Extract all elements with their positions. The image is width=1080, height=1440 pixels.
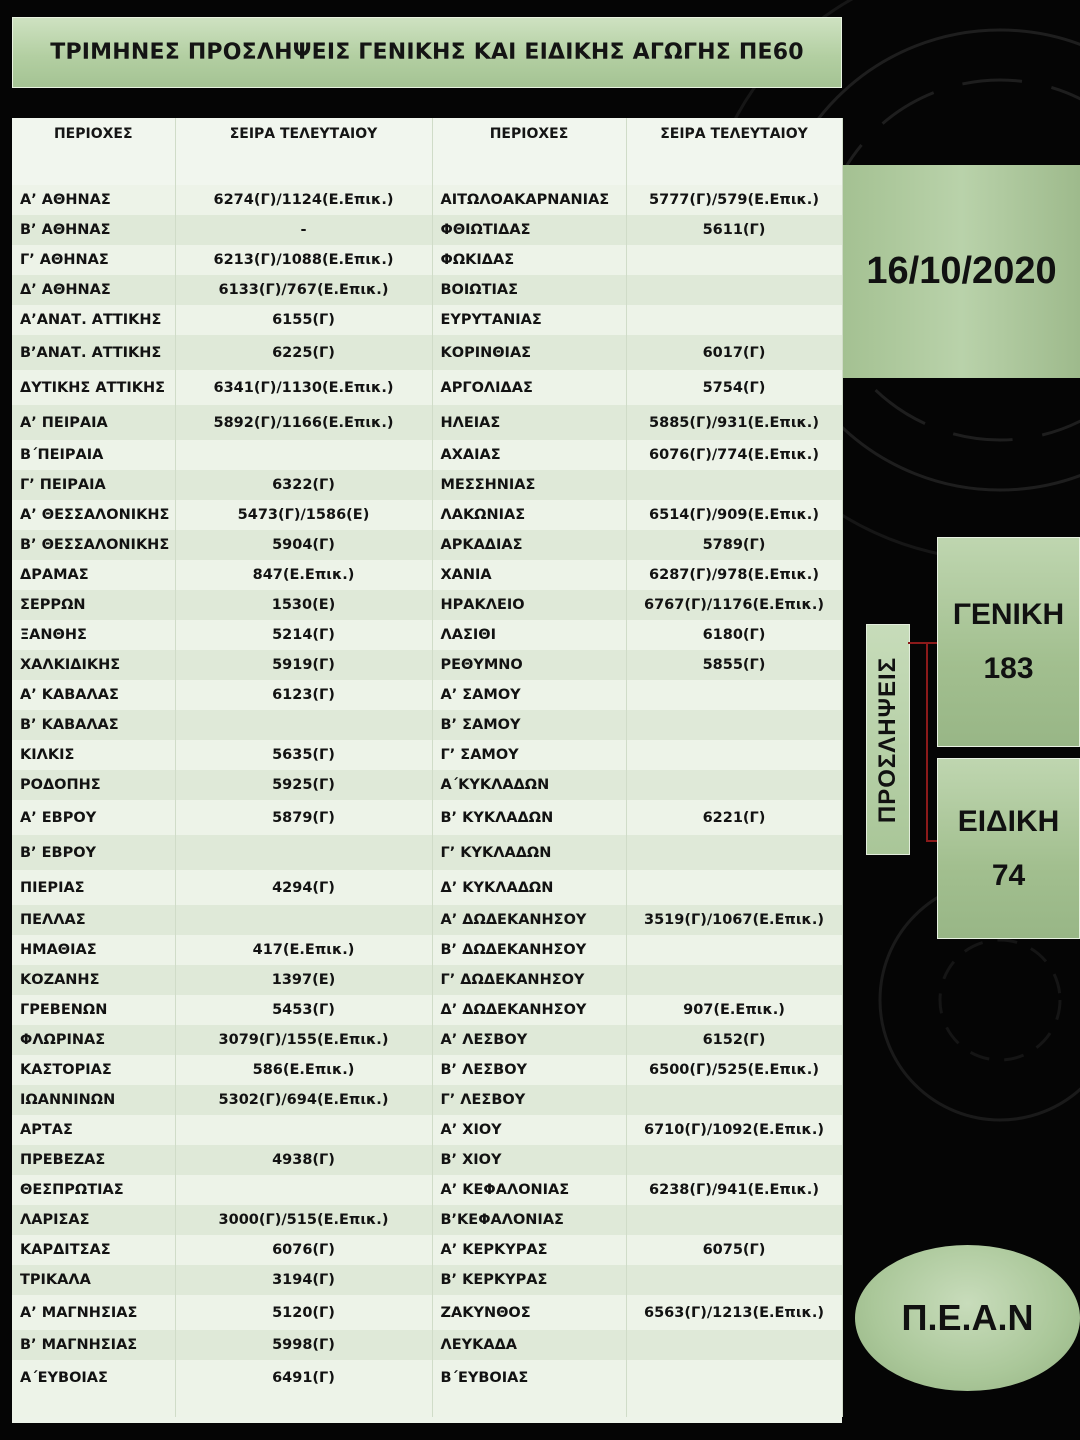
region-cell: ΚΙΛΚΙΣ bbox=[12, 740, 175, 770]
hiring-table-panel bbox=[12, 118, 842, 1423]
last-rank-cell: 6017(Γ) bbox=[626, 335, 842, 370]
region-cell: ΞΑΝΘΗΣ bbox=[12, 620, 175, 650]
table-row bbox=[12, 185, 842, 215]
table-row bbox=[12, 740, 842, 770]
table-row bbox=[12, 620, 842, 650]
page-title-bar bbox=[12, 17, 842, 88]
last-rank-cell bbox=[626, 870, 842, 905]
table-row bbox=[12, 305, 842, 335]
region-cell: ΑΡΚΑΔΙΑΣ bbox=[432, 530, 626, 560]
last-rank-cell: 6238(Γ)/941(Ε.Επικ.) bbox=[626, 1175, 842, 1205]
last-rank-cell bbox=[175, 835, 432, 870]
table-row bbox=[12, 1175, 842, 1205]
region-cell: Β’ ΚΥΚΛΑΔΩΝ bbox=[432, 800, 626, 835]
region-cell: Α’ ΔΩΔΕΚΑΝΗΣΟΥ bbox=[432, 905, 626, 935]
last-rank-cell: 6123(Γ) bbox=[175, 680, 432, 710]
last-rank-cell: 5120(Γ) bbox=[175, 1295, 432, 1330]
last-rank-cell: 5473(Γ)/1586(Ε) bbox=[175, 500, 432, 530]
table-row bbox=[12, 470, 842, 500]
table-row bbox=[12, 370, 842, 405]
last-rank-cell: 3079(Γ)/155(Ε.Επικ.) bbox=[175, 1025, 432, 1055]
region-cell: ΚΑΡΔΙΤΣΑΣ bbox=[12, 1235, 175, 1265]
general-label: ΓΕΝΙΚΗ bbox=[952, 598, 1065, 631]
region-cell: Β’ ΕΒΡΟΥ bbox=[12, 835, 175, 870]
connector-line bbox=[926, 642, 928, 842]
region-cell: Β’ ΧΙΟΥ bbox=[432, 1145, 626, 1175]
pean-logo-text: Π.Ε.Α.Ν bbox=[901, 1297, 1034, 1338]
region-cell: ΚΟΡΙΝΘΙΑΣ bbox=[432, 335, 626, 370]
region-cell: Δ’ ΔΩΔΕΚΑΝΗΣΟΥ bbox=[432, 995, 626, 1025]
last-rank-cell: 3194(Γ) bbox=[175, 1265, 432, 1295]
last-rank-cell bbox=[626, 1085, 842, 1115]
region-cell: ΑΡΓΟΛΙΔΑΣ bbox=[432, 370, 626, 405]
table-row bbox=[12, 800, 842, 835]
region-cell: ΙΩΑΝΝΙΝΩΝ bbox=[12, 1085, 175, 1115]
region-cell: ΛΑΣΙΘΙ bbox=[432, 620, 626, 650]
last-rank-cell: 5885(Γ)/931(Ε.Επικ.) bbox=[626, 405, 842, 440]
last-rank-cell: 5892(Γ)/1166(Ε.Επικ.) bbox=[175, 405, 432, 440]
last-rank-cell bbox=[175, 905, 432, 935]
last-rank-cell: 6133(Γ)/767(Ε.Επικ.) bbox=[175, 275, 432, 305]
last-rank-cell: 6491(Γ) bbox=[175, 1360, 432, 1395]
last-rank-cell: 5302(Γ)/694(Ε.Επικ.) bbox=[175, 1085, 432, 1115]
table-row bbox=[12, 245, 842, 275]
table-spacer-row bbox=[12, 177, 842, 185]
region-cell: Β’ ΑΘΗΝΑΣ bbox=[12, 215, 175, 245]
general-count: 183 bbox=[983, 652, 1034, 685]
region-cell: Α’ΑΝΑΤ. ΑΤΤΙΚΗΣ bbox=[12, 305, 175, 335]
last-rank-cell: 6563(Γ)/1213(Ε.Επικ.) bbox=[626, 1295, 842, 1330]
region-cell: Β’ΑΝΑΤ. ΑΤΤΙΚΗΣ bbox=[12, 335, 175, 370]
region-cell: ΠΙΕΡΙΑΣ bbox=[12, 870, 175, 905]
last-rank-cell bbox=[626, 710, 842, 740]
table-row bbox=[12, 1265, 842, 1295]
region-cell: Β’ ΣΑΜΟΥ bbox=[432, 710, 626, 740]
last-rank-cell: 6341(Γ)/1130(Ε.Επικ.) bbox=[175, 370, 432, 405]
region-cell: Β’ ΘΕΣΣΑΛΟΝΙΚΗΣ bbox=[12, 530, 175, 560]
last-rank-cell bbox=[175, 440, 432, 470]
region-cell: Α’ ΕΒΡΟΥ bbox=[12, 800, 175, 835]
table-row bbox=[12, 650, 842, 680]
last-rank-cell: 1530(Ε) bbox=[175, 590, 432, 620]
region-cell: Α’ ΚΕΡΚΥΡΑΣ bbox=[432, 1235, 626, 1265]
table-row bbox=[12, 215, 842, 245]
column-header: ΣΕΙΡΑ ΤΕΛΕΥΤΑΙΟΥ bbox=[626, 118, 842, 177]
last-rank-cell: 417(Ε.Επικ.) bbox=[175, 935, 432, 965]
region-cell: Α΄ΕΥΒΟΙΑΣ bbox=[12, 1360, 175, 1395]
last-rank-cell bbox=[626, 305, 842, 335]
region-cell: ΚΟΖΑΝΗΣ bbox=[12, 965, 175, 995]
last-rank-cell: 847(Ε.Επικ.) bbox=[175, 560, 432, 590]
last-rank-cell: - bbox=[175, 215, 432, 245]
region-cell: ΠΕΛΛΑΣ bbox=[12, 905, 175, 935]
last-rank-cell: 6225(Γ) bbox=[175, 335, 432, 370]
region-cell: ΘΕΣΠΡΩΤΙΑΣ bbox=[12, 1175, 175, 1205]
general-hirings-box bbox=[937, 537, 1080, 747]
table-row bbox=[12, 500, 842, 530]
column-header: ΣΕΙΡΑ ΤΕΛΕΥΤΑΙΟΥ bbox=[175, 118, 432, 177]
region-cell: Δ’ ΚΥΚΛΑΔΩΝ bbox=[432, 870, 626, 905]
special-count: 74 bbox=[991, 858, 1026, 892]
region-cell: ΗΛΕΙΑΣ bbox=[432, 405, 626, 440]
table-row bbox=[12, 1145, 842, 1175]
last-rank-cell: 6076(Γ)/774(Ε.Επικ.) bbox=[626, 440, 842, 470]
page-title: ΤΡΙΜΗΝΕΣ ΠΡΟΣΛΗΨΕΙΣ ΓΕΝΙΚΗΣ ΚΑΙ ΕΙΔΙΚΗΣ ΑΓΩΓΗΣ ΠΕ60 bbox=[50, 40, 804, 65]
table-row bbox=[12, 1330, 842, 1360]
region-cell: Γ’ ΔΩΔΕΚΑΝΗΣΟΥ bbox=[432, 965, 626, 995]
last-rank-cell bbox=[175, 1175, 432, 1205]
connector-line bbox=[926, 642, 937, 644]
last-rank-cell: 5214(Γ) bbox=[175, 620, 432, 650]
last-rank-cell: 907(Ε.Επικ.) bbox=[626, 995, 842, 1025]
region-cell: ΚΑΣΤΟΡΙΑΣ bbox=[12, 1055, 175, 1085]
last-rank-cell: 6710(Γ)/1092(Ε.Επικ.) bbox=[626, 1115, 842, 1145]
region-cell: Α’ ΜΑΓΝΗΣΙΑΣ bbox=[12, 1295, 175, 1330]
region-cell: ΖΑΚΥΝΘΟΣ bbox=[432, 1295, 626, 1330]
region-cell: Α’ ΧΙΟΥ bbox=[432, 1115, 626, 1145]
hirings-side-label-text: ΠΡΟΣΛΗΨΕΙΣ bbox=[874, 656, 901, 823]
region-cell: ΠΡΕΒΕΖΑΣ bbox=[12, 1145, 175, 1175]
last-rank-cell bbox=[626, 835, 842, 870]
region-cell: ΦΛΩΡΙΝΑΣ bbox=[12, 1025, 175, 1055]
region-cell: ΧΑΝΙΑ bbox=[432, 560, 626, 590]
last-rank-cell: 5453(Γ) bbox=[175, 995, 432, 1025]
region-cell: ΛΕΥΚΑΔΑ bbox=[432, 1330, 626, 1360]
table-row bbox=[12, 1360, 842, 1395]
last-rank-cell bbox=[626, 275, 842, 305]
special-label: ΕΙΔΙΚΗ bbox=[957, 804, 1060, 838]
table-row bbox=[12, 405, 842, 440]
table-row bbox=[12, 1085, 842, 1115]
table-row bbox=[12, 1295, 842, 1330]
column-header: ΠΕΡΙΟΧΕΣ bbox=[12, 118, 175, 177]
last-rank-cell: 5904(Γ) bbox=[175, 530, 432, 560]
hiring-table bbox=[12, 118, 843, 1417]
last-rank-cell: 6287(Γ)/978(Ε.Επικ.) bbox=[626, 560, 842, 590]
region-cell: Β΄ΠΕΙΡΑΙΑ bbox=[12, 440, 175, 470]
last-rank-cell bbox=[626, 245, 842, 275]
region-cell: ΕΥΡΥΤΑΝΙΑΣ bbox=[432, 305, 626, 335]
last-rank-cell: 5998(Γ) bbox=[175, 1330, 432, 1360]
table-header-row bbox=[12, 118, 842, 177]
last-rank-cell bbox=[626, 1145, 842, 1175]
last-rank-cell: 1397(Ε) bbox=[175, 965, 432, 995]
region-cell: ΡΟΔΟΠΗΣ bbox=[12, 770, 175, 800]
last-rank-cell: 3000(Γ)/515(Ε.Επικ.) bbox=[175, 1205, 432, 1235]
table-row bbox=[12, 440, 842, 470]
table-row bbox=[12, 995, 842, 1025]
table-row bbox=[12, 965, 842, 995]
last-rank-cell bbox=[626, 770, 842, 800]
last-rank-cell: 5879(Γ) bbox=[175, 800, 432, 835]
region-cell: ΤΡΙΚΑΛΑ bbox=[12, 1265, 175, 1295]
table-body bbox=[12, 177, 842, 1417]
region-cell: Β’ ΛΕΣΒΟΥ bbox=[432, 1055, 626, 1085]
table-row bbox=[12, 905, 842, 935]
table-row bbox=[12, 1025, 842, 1055]
last-rank-cell: 6221(Γ) bbox=[626, 800, 842, 835]
region-cell: ΛΑΚΩΝΙΑΣ bbox=[432, 500, 626, 530]
region-cell: ΧΑΛΚΙΔΙΚΗΣ bbox=[12, 650, 175, 680]
date-box bbox=[843, 165, 1080, 378]
last-rank-cell: 5855(Γ) bbox=[626, 650, 842, 680]
region-cell: Α’ ΣΑΜΟΥ bbox=[432, 680, 626, 710]
last-rank-cell bbox=[175, 710, 432, 740]
table-row bbox=[12, 560, 842, 590]
table-row bbox=[12, 1235, 842, 1265]
last-rank-cell bbox=[626, 965, 842, 995]
last-rank-cell: 6767(Γ)/1176(Ε.Επικ.) bbox=[626, 590, 842, 620]
last-rank-cell: 6076(Γ) bbox=[175, 1235, 432, 1265]
last-rank-cell bbox=[626, 935, 842, 965]
last-rank-cell: 3519(Γ)/1067(Ε.Επικ.) bbox=[626, 905, 842, 935]
last-rank-cell: 5789(Γ) bbox=[626, 530, 842, 560]
region-cell: Γ’ ΑΘΗΝΑΣ bbox=[12, 245, 175, 275]
last-rank-cell: 5777(Γ)/579(Ε.Επικ.) bbox=[626, 185, 842, 215]
region-cell: Δ’ ΑΘΗΝΑΣ bbox=[12, 275, 175, 305]
region-cell: ΓΡΕΒΕΝΩΝ bbox=[12, 995, 175, 1025]
hirings-side-label bbox=[866, 624, 910, 855]
region-cell: ΦΩΚΙΔΑΣ bbox=[432, 245, 626, 275]
pean-logo bbox=[855, 1245, 1080, 1391]
table-row bbox=[12, 530, 842, 560]
last-rank-cell: 6274(Γ)/1124(Ε.Επικ.) bbox=[175, 185, 432, 215]
connector-line bbox=[926, 840, 937, 842]
region-cell: ΣΕΡΡΩΝ bbox=[12, 590, 175, 620]
table-row bbox=[12, 710, 842, 740]
last-rank-cell: 6322(Γ) bbox=[175, 470, 432, 500]
last-rank-cell: 6213(Γ)/1088(Ε.Επικ.) bbox=[175, 245, 432, 275]
last-rank-cell: 5754(Γ) bbox=[626, 370, 842, 405]
region-cell: Α΄ΚΥΚΛΑΔΩΝ bbox=[432, 770, 626, 800]
table-row bbox=[12, 590, 842, 620]
region-cell: Β’ΚΕΦΑΛΟΝΙΑΣ bbox=[432, 1205, 626, 1235]
table-row bbox=[12, 770, 842, 800]
region-cell: Α’ ΘΕΣΣΑΛΟΝΙΚΗΣ bbox=[12, 500, 175, 530]
table-row bbox=[12, 1055, 842, 1085]
last-rank-cell bbox=[626, 740, 842, 770]
table-row bbox=[12, 275, 842, 305]
region-cell: ΗΡΑΚΛΕΙΟ bbox=[432, 590, 626, 620]
region-cell: Β’ ΚΕΡΚΥΡΑΣ bbox=[432, 1265, 626, 1295]
last-rank-cell: 5635(Γ) bbox=[175, 740, 432, 770]
table-row bbox=[12, 935, 842, 965]
connector-line bbox=[908, 642, 926, 644]
region-cell: Β΄ΕΥΒΟΙΑΣ bbox=[432, 1360, 626, 1395]
region-cell: ΑΧΑΙΑΣ bbox=[432, 440, 626, 470]
region-cell: ΡΕΘΥΜΝΟ bbox=[432, 650, 626, 680]
region-cell: Γ’ ΚΥΚΛΑΔΩΝ bbox=[432, 835, 626, 870]
last-rank-cell bbox=[175, 1115, 432, 1145]
region-cell: ΦΘΙΩΤΙΔΑΣ bbox=[432, 215, 626, 245]
table-row bbox=[12, 335, 842, 370]
last-rank-cell bbox=[626, 1360, 842, 1395]
last-rank-cell: 6075(Γ) bbox=[626, 1235, 842, 1265]
region-cell: ΛΑΡΙΣΑΣ bbox=[12, 1205, 175, 1235]
last-rank-cell bbox=[626, 680, 842, 710]
region-cell: Α’ ΑΘΗΝΑΣ bbox=[12, 185, 175, 215]
region-cell: Α’ ΛΕΣΒΟΥ bbox=[432, 1025, 626, 1055]
region-cell: Α’ ΚΕΦΑΛΟΝΙΑΣ bbox=[432, 1175, 626, 1205]
region-cell: Γ’ ΠΕΙΡΑΙΑ bbox=[12, 470, 175, 500]
region-cell: Β’ ΚΑΒΑΛΑΣ bbox=[12, 710, 175, 740]
last-rank-cell bbox=[626, 470, 842, 500]
table-row bbox=[12, 680, 842, 710]
last-rank-cell: 6500(Γ)/525(Ε.Επικ.) bbox=[626, 1055, 842, 1085]
region-cell: ΑΙΤΩΛΟΑΚΑΡΝΑΝΙΑΣ bbox=[432, 185, 626, 215]
region-cell: Γ’ ΛΕΣΒΟΥ bbox=[432, 1085, 626, 1115]
region-cell: Γ’ ΣΑΜΟΥ bbox=[432, 740, 626, 770]
column-header: ΠΕΡΙΟΧΕΣ bbox=[432, 118, 626, 177]
table-tail-row bbox=[12, 1395, 842, 1417]
region-cell: Β’ ΔΩΔΕΚΑΝΗΣΟΥ bbox=[432, 935, 626, 965]
last-rank-cell: 6514(Γ)/909(Ε.Επικ.) bbox=[626, 500, 842, 530]
last-rank-cell: 6180(Γ) bbox=[626, 620, 842, 650]
table-row bbox=[12, 1205, 842, 1235]
region-cell: ΔΡΑΜΑΣ bbox=[12, 560, 175, 590]
last-rank-cell: 586(Ε.Επικ.) bbox=[175, 1055, 432, 1085]
date-text: 16/10/2020 bbox=[866, 250, 1057, 292]
region-cell: ΒΟΙΩΤΙΑΣ bbox=[432, 275, 626, 305]
region-cell: ΜΕΣΣΗΝΙΑΣ bbox=[432, 470, 626, 500]
last-rank-cell: 5919(Γ) bbox=[175, 650, 432, 680]
last-rank-cell: 6152(Γ) bbox=[626, 1025, 842, 1055]
region-cell: Α’ ΠΕΙΡΑΙΑ bbox=[12, 405, 175, 440]
last-rank-cell: 5611(Γ) bbox=[626, 215, 842, 245]
last-rank-cell bbox=[626, 1205, 842, 1235]
last-rank-cell bbox=[626, 1330, 842, 1360]
region-cell: ΗΜΑΘΙΑΣ bbox=[12, 935, 175, 965]
special-hirings-box bbox=[937, 758, 1080, 939]
last-rank-cell: 4294(Γ) bbox=[175, 870, 432, 905]
region-cell: ΔΥΤΙΚΗΣ ΑΤΤΙΚΗΣ bbox=[12, 370, 175, 405]
region-cell: Β’ ΜΑΓΝΗΣΙΑΣ bbox=[12, 1330, 175, 1360]
last-rank-cell: 5925(Γ) bbox=[175, 770, 432, 800]
last-rank-cell: 6155(Γ) bbox=[175, 305, 432, 335]
region-cell: Α’ ΚΑΒΑΛΑΣ bbox=[12, 680, 175, 710]
table-row bbox=[12, 835, 842, 870]
last-rank-cell bbox=[626, 1265, 842, 1295]
table-row bbox=[12, 1115, 842, 1145]
last-rank-cell: 4938(Γ) bbox=[175, 1145, 432, 1175]
table-row bbox=[12, 870, 842, 905]
region-cell: ΑΡΤΑΣ bbox=[12, 1115, 175, 1145]
